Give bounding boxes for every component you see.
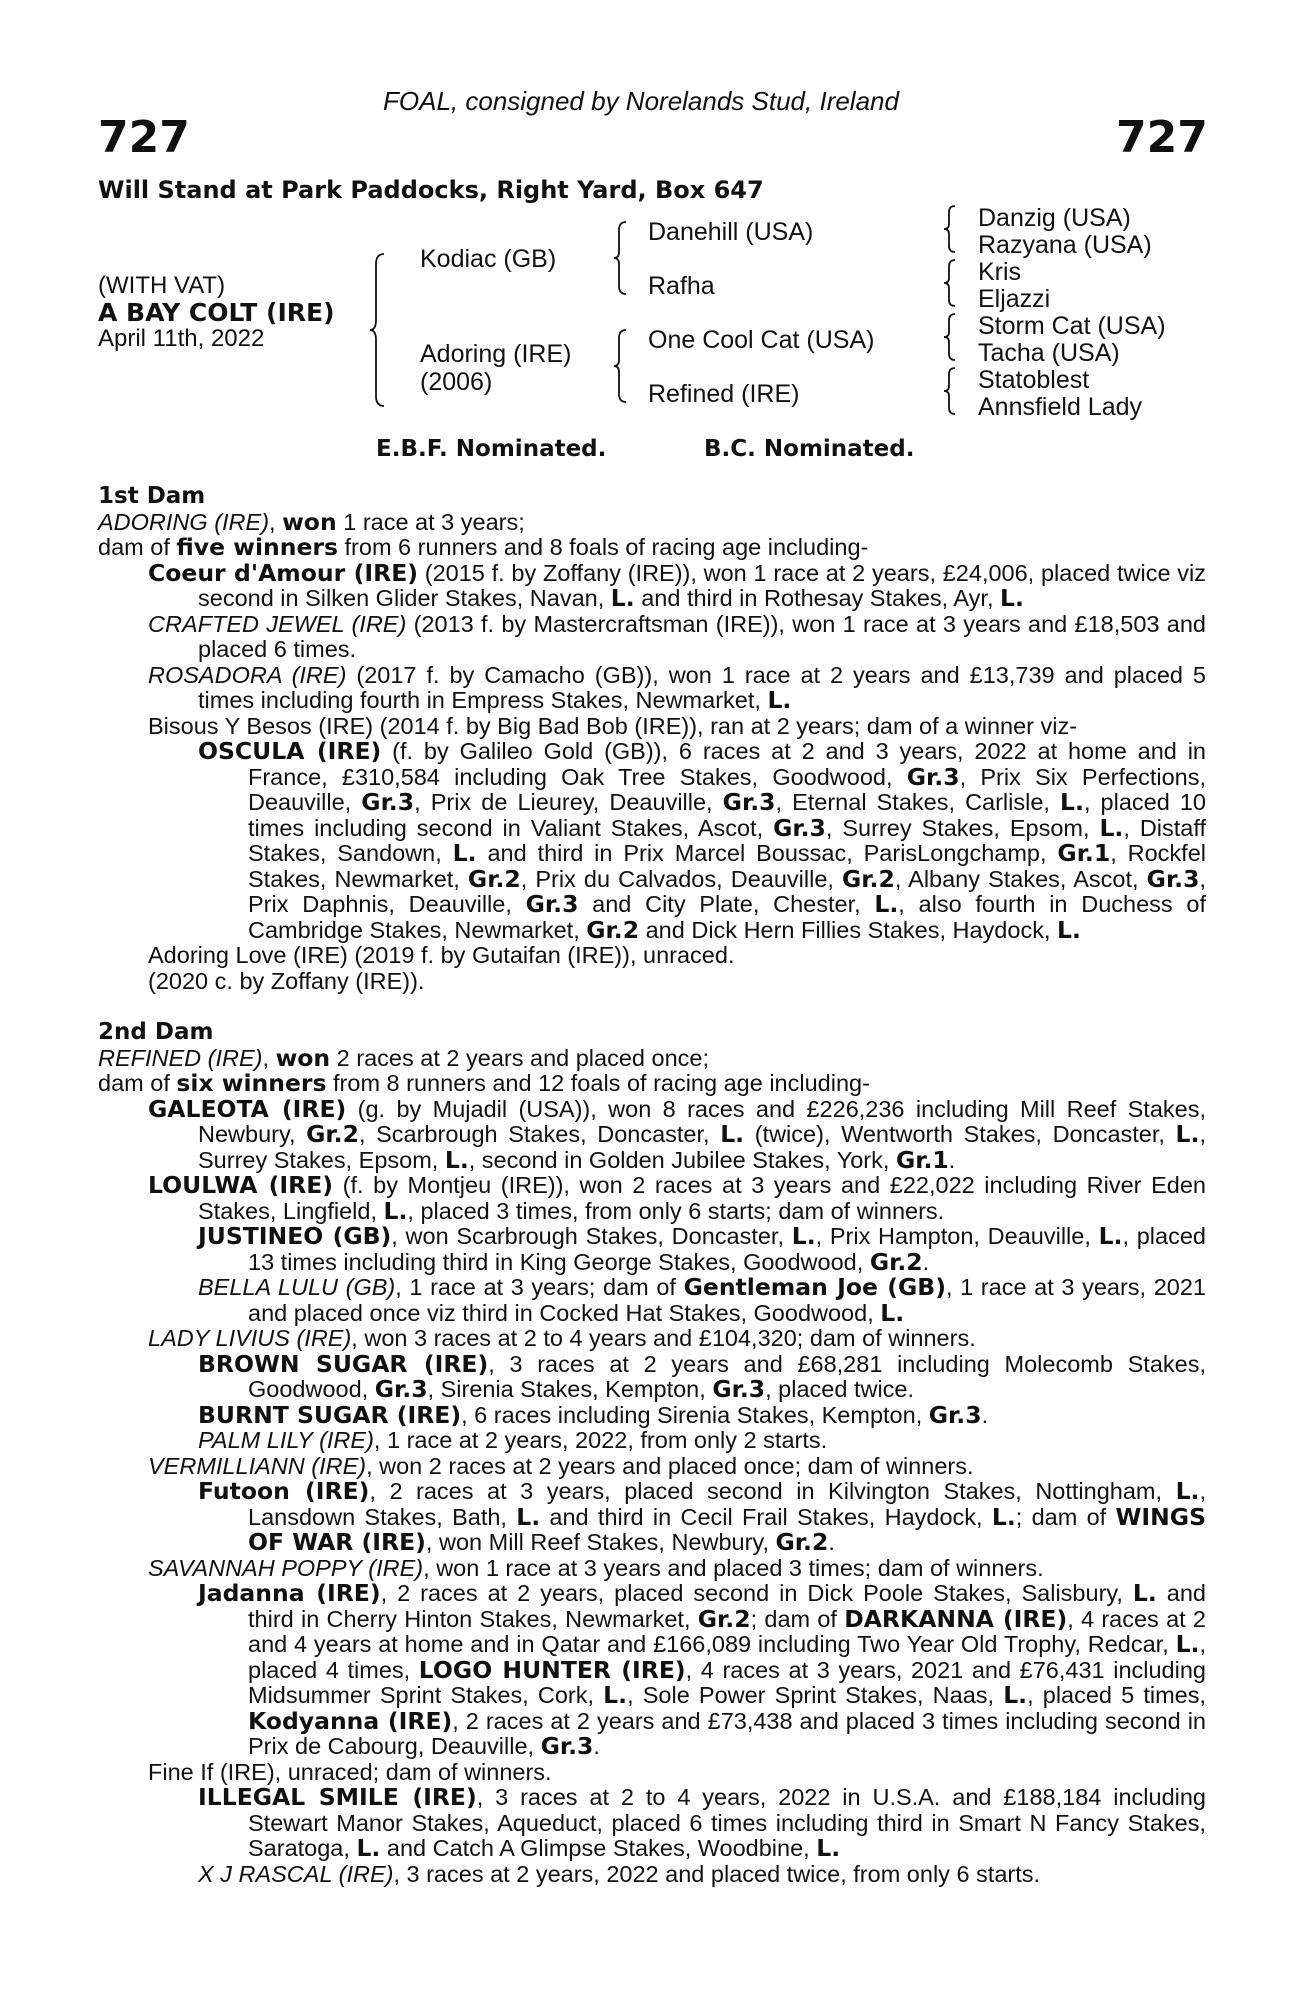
produce-burnt-sugar: BURNT SUGAR (IRE), 6 races including Sirenia Stakes, Kempton, Gr.3. <box>198 1400 989 1429</box>
pedigree-bracket-g2 <box>944 258 958 310</box>
dam-dam: Refined (IRE) <box>648 380 800 408</box>
grandsire-4: Statoblest <box>978 366 1090 394</box>
produce-vermilliann: VERMILLIANN (IRE), won 2 races at 2 years and placed once; dam of winners. <box>148 1452 974 1479</box>
sire-sire: Danehill (USA) <box>648 218 814 246</box>
grandsire-2: Kris <box>978 258 1022 286</box>
lot-number-left: 727 <box>98 112 190 163</box>
pedigree-bracket-g3 <box>944 312 958 364</box>
foaling-date: April 11th, 2022 <box>98 325 265 352</box>
second-dam-record: REFINED (IRE), won 2 races at 2 years and placed once; <box>98 1043 710 1072</box>
produce-savannah-poppy: SAVANNAH POPPY (IRE), won 1 race at 3 years and placed 3 times; dam of winners. <box>148 1554 1044 1581</box>
granddam-2: Eljazzi <box>978 285 1051 313</box>
first-dam-record: ADORING (IRE), won 1 race at 3 years; <box>98 507 525 536</box>
sire-dam: Rafha <box>648 272 715 300</box>
produce-brown-sugar: BROWN SUGAR (IRE), 3 races at 2 years and £68,281 including Molecomb Stakes, Goodwood, Gr.3, Sirenia Stakes, Kempton, Gr.3, placed twice. <box>198 1349 1206 1403</box>
stand-location: Will Stand at Park Paddocks, Right Yard, Box 647 <box>98 176 764 204</box>
consignor-line: FOAL, consigned by Norelands Stud, Ireland <box>383 86 899 116</box>
vat-label: (WITH VAT) <box>98 272 226 299</box>
first-dam-section <box>98 484 1206 1887</box>
pedigree-bracket-dam <box>614 328 630 408</box>
produce-rosadora: ROSADORA (IRE) (2017 f. by Camacho (GB)), won 1 race at 2 years and £13,739 and placed 5 times including fourth in Empress Stakes, Newmarket, L. <box>148 661 1206 714</box>
first-dam-produce-summary: dam of five winners from 6 runners and 8 foals of racing age including- <box>98 533 869 561</box>
produce-loulwa: LOULWA (IRE) (f. by Montjeu (IRE)), won 2 races at 3 years and £22,022 including River Eden Stakes, Lingfield, L., placed 3 times, from only 6 starts; dam of winners. <box>148 1171 1206 1225</box>
produce-jadanna: Jadanna (IRE), 2 races at 2 years, placed second in Dick Poole Stakes, Salisbury, L. and third in Cherry Hinton Stakes, Newmarket, Gr.2; dam of DARKANNA (IRE), 4 races at 2 and 4 years at home and in Qatar and £166,089 including Two Year Old Trophy, Redcar, L., placed 4 times, LOGO HUNTER (IRE), 4 races at 3 years, 2021 and £76,431 including Midsummer Sprint Stakes, Cork, L., Sole Power Sprint Stakes, Naas, L., placed 5 times, Kodyanna (IRE), 2 races at 2 years and £73,438 and placed 3 times including second in Prix de Cabourg, Deauville, Gr.3. <box>198 1579 1207 1760</box>
produce-coeur-damour: Coeur d'Amour (IRE) (2015 f. by Zoffany (IRE)), won 1 race at 2 years, £24,006, placed twice viz second in Silken Glider Stakes, Navan, L. and third in Rothesay Stakes, Ayr, L. <box>148 558 1206 612</box>
ebf-nomination: E.B.F. Nominated. <box>376 436 607 462</box>
produce-bisous-y-besos: Bisous Y Besos (IRE) (2014 f. by Big Bad Bob (IRE)), ran at 2 years; dam of a winner viz- <box>148 712 1078 739</box>
pedigree-bracket-g4 <box>944 366 958 418</box>
produce-crafted-jewel: CRAFTED JEWEL (IRE) (2013 f. by Mastercraftsman (IRE)), won 1 race at 3 years and £18,503 and placed 6 times. <box>148 610 1206 662</box>
produce-adoring-love: Adoring Love (IRE) (2019 f. by Gutaifan (IRE)), unraced. <box>148 942 735 968</box>
horse-name: A BAY COLT (IRE) <box>98 298 335 327</box>
produce-justineo: JUSTINEO (GB), won Scarbrough Stakes, Doncaster, L., Prix Hampton, Deauville, L., placed 13 times including third in King George Stakes, Goodwood, Gr.2. <box>198 1222 1206 1276</box>
dam-name: Adoring (IRE) <box>420 340 572 368</box>
grandsire-1: Danzig (USA) <box>978 204 1131 232</box>
produce-xj-rascal: X J RASCAL (IRE), 3 races at 2 years, 2022 and placed twice, from only 6 starts. <box>198 1860 1041 1887</box>
granddam-4: Annsfield Lady <box>978 393 1143 421</box>
bc-nomination: B.C. Nominated. <box>704 436 915 462</box>
first-dam-heading: 1st Dam <box>98 483 206 509</box>
pedigree-bracket-sire <box>614 220 630 300</box>
produce-lady-livius: LADY LIVIUS (IRE), won 3 races at 2 to 4 years and £104,320; dam of winners. <box>148 1325 976 1351</box>
produce-palm-lily: PALM LILY (IRE), 1 race at 2 years, 2022, from only 2 starts. <box>198 1427 828 1453</box>
grandsire-3: Storm Cat (USA) <box>978 312 1166 340</box>
produce-bella-lulu: BELLA LULU (GB), 1 race at 3 years; dam of Gentleman Joe (GB), 1 race at 3 years, 2021 and placed once viz third in Cocked Hat Stakes, Goodwood, L. <box>198 1273 1206 1327</box>
produce-oscula: OSCULA (IRE) (f. by Galileo Gold (GB)), 6 races at 2 and 3 years, 2022 at home and in France, £310,584 including Oak Tree Stakes, Goodwood, Gr.3, Prix Six Perfections, Deauville, Gr.3, Prix de Lieurey, Deauville, Gr.3, Eternal Stakes, Carlisle, L., placed 10 times including second in Valiant Stakes, Ascot, Gr.3, Surrey Stakes, Epsom, L., Distaff Stakes, Sandown, L. and third in Prix Marcel Boussac, ParisLongchamp, Gr.1, Rockfel Stakes, Newmarket, Gr.2, Prix du Calvados, Deauville, Gr.2, Albany Stakes, Ascot, Gr.3, Prix Daphnis, Deauville, Gr.3 and City Plate, Chester, L., also fourth in Duchess of Cambridge Stakes, Newmarket, Gr.2 and Dick Hern Fillies Stakes, Haydock, L. <box>198 737 1207 944</box>
pedigree-bracket-g1 <box>944 204 958 256</box>
lot-number-right: 727 <box>1116 112 1208 163</box>
granddam-1: Razyana (USA) <box>978 231 1152 259</box>
dam-sire: One Cool Cat (USA) <box>648 326 875 354</box>
produce-fine-if: Fine If (IRE), unraced; dam of winners. <box>148 1758 552 1785</box>
produce-2020-colt: (2020 c. by Zoffany (IRE)). <box>148 967 425 994</box>
produce-illegal-smile: ILLEGAL SMILE (IRE), 3 races at 2 to 4 years, 2022 in U.S.A. and £188,184 including Stewart Manor Stakes, Aqueduct, placed 6 times including third in Smart N Fancy Stakes, Saratoga, L. and Catch A Glimpse Stakes, Woodbine, L. <box>198 1783 1207 1862</box>
dam-year: (2006) <box>420 368 493 396</box>
produce-futoon: Futoon (IRE), 2 races at 3 years, placed second in Kilvington Stakes, Nottingham, L., Lansdown Stakes, Bath, L. and third in Cecil Frail Stakes, Haydock, L.; dam of WINGS OF WAR (IRE), won Mill Reef Stakes, Newbury, Gr.2. <box>198 1477 1207 1556</box>
sire-name: Kodiac (GB) <box>420 245 557 273</box>
second-dam-produce-summary: dam of six winners from 8 runners and 12 foals of racing age including- <box>98 1069 870 1097</box>
second-dam-heading: 2nd Dam <box>98 1019 214 1045</box>
granddam-3: Tacha (USA) <box>978 339 1120 367</box>
pedigree-bracket-main <box>370 250 392 410</box>
produce-galeota: GALEOTA (IRE) (g. by Mujadil (USA)), won 8 races and £226,236 including Mill Reef Stakes, Newbury, Gr.2, Scarbrough Stakes, Doncaster, L. (twice), Wentworth Stakes, Doncaster, L., Surrey Stakes, Epsom, L., second in Golden Jubilee Stakes, York, Gr.1. <box>148 1094 1206 1174</box>
